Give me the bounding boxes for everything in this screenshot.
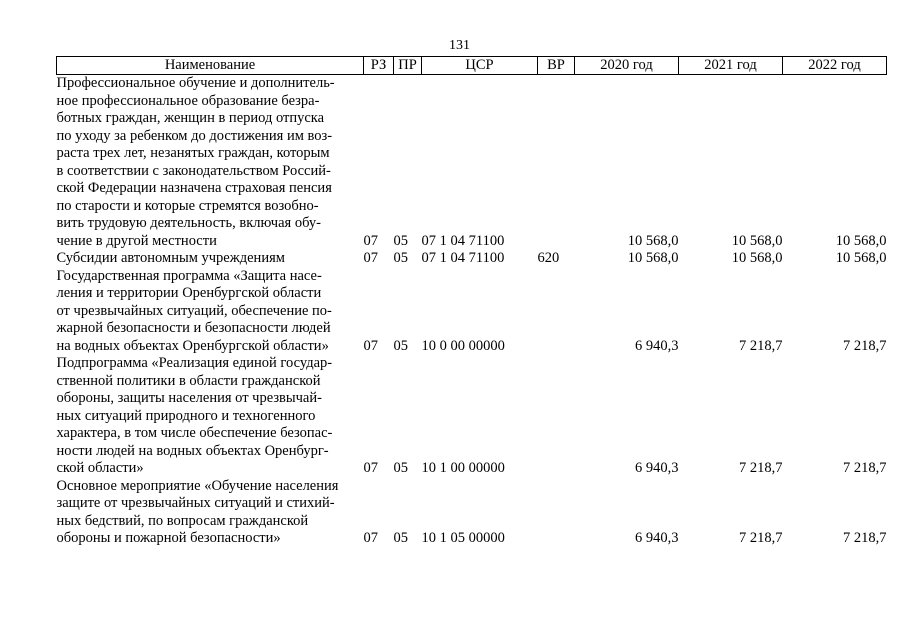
row-csr: 07 1 04 71100	[421, 232, 505, 249]
row-2020: 10 568,0	[627, 232, 679, 249]
row-name: Основное мероприятие «Обучение населения защите от чрезвычайных ситуаций и стихий- ных бедствий, по вопросам гражданской обороны и пожарной безопасности»	[56, 477, 339, 546]
row-vr: 620	[537, 250, 560, 266]
row-rz: 07	[363, 250, 378, 266]
row-2021: 10 568,0	[731, 250, 783, 266]
header-row	[57, 57, 887, 75]
row-2021: 7 218,7	[739, 337, 783, 354]
row-2021: 7 218,7	[739, 460, 783, 476]
table-row	[57, 355, 887, 478]
header-2022: 2022 год	[783, 57, 887, 75]
row-2022: 7 218,7	[843, 530, 887, 546]
header-2020: 2020 год	[575, 57, 679, 75]
table-body	[57, 75, 887, 548]
row-2020: 10 568,0	[627, 250, 679, 266]
row-name: Субсидии автономным учреждениям	[56, 250, 285, 266]
row-rz: 07	[363, 232, 378, 249]
row-name: Подпрограмма «Реализация единой государ- ственной политики в области гражданской обороны, защиты населения от чрезвычай- ных ситуаций природного и техногенного характера, в том числе обеспечение безопас- ности людей на водных объектах Оренбург- ской области»	[56, 355, 333, 476]
row-vr	[538, 75, 575, 251]
table-row	[57, 478, 887, 548]
row-2020: 6 940,3	[635, 337, 679, 354]
header-vr: ВР	[538, 57, 575, 75]
table-row	[57, 250, 887, 268]
budget-table	[56, 56, 887, 548]
row-pr: 05	[393, 460, 408, 476]
row-rz: 07	[363, 460, 378, 476]
table-header	[57, 57, 887, 75]
row-csr: 10 0 00 00000	[421, 337, 505, 354]
row-2020: 6 940,3	[635, 530, 679, 546]
row-csr: 10 1 05 00000	[421, 530, 505, 546]
table-row	[57, 268, 887, 356]
row-2020: 6 940,3	[635, 460, 679, 476]
row-name: Профессиональное обучение и дополнитель- ное профессиональное образование безра- ботных граждан, женщин в период отпуска по уходу за ребенком до достижения им воз- раста трех лет, незанятых граждан, которым в соответствии с законодательством Россий- ской Федерации назначена страховая пенсия по старости и которые стремятся возобно- вить трудовую деятельность, включая обу- чение в другой местности	[56, 75, 335, 249]
row-vr	[538, 355, 575, 478]
header-csr: ЦСР	[422, 57, 538, 75]
row-2022: 7 218,7	[843, 337, 887, 354]
header-2021: 2021 год	[679, 57, 783, 75]
row-vr	[538, 478, 575, 548]
row-csr: 07 1 04 71100	[421, 250, 505, 266]
row-2021: 10 568,0	[731, 232, 783, 249]
header-name: Наименование	[57, 57, 364, 75]
row-2022: 7 218,7	[843, 460, 887, 476]
header-pr: ПР	[394, 57, 422, 75]
row-vr	[538, 268, 575, 356]
row-pr: 05	[393, 250, 408, 266]
row-2021: 7 218,7	[739, 530, 783, 546]
row-2022: 10 568,0	[835, 250, 887, 266]
row-pr: 05	[393, 530, 408, 546]
row-pr: 05	[393, 232, 408, 249]
row-rz: 07	[363, 530, 378, 546]
page-number: 131	[449, 38, 470, 53]
row-rz: 07	[363, 337, 378, 354]
row-name: Государственная программа «Защита насе- ления и территории Оренбургской области от чрезвычайных ситуаций, обеспечение по- жарной безопасности и безопасности людей на водных объектах Оренбургской области»	[56, 267, 332, 354]
row-pr: 05	[393, 337, 408, 354]
header-rz: РЗ	[364, 57, 394, 75]
table-row	[57, 75, 887, 251]
row-2022: 10 568,0	[835, 232, 887, 249]
row-csr: 10 1 00 00000	[421, 460, 505, 476]
